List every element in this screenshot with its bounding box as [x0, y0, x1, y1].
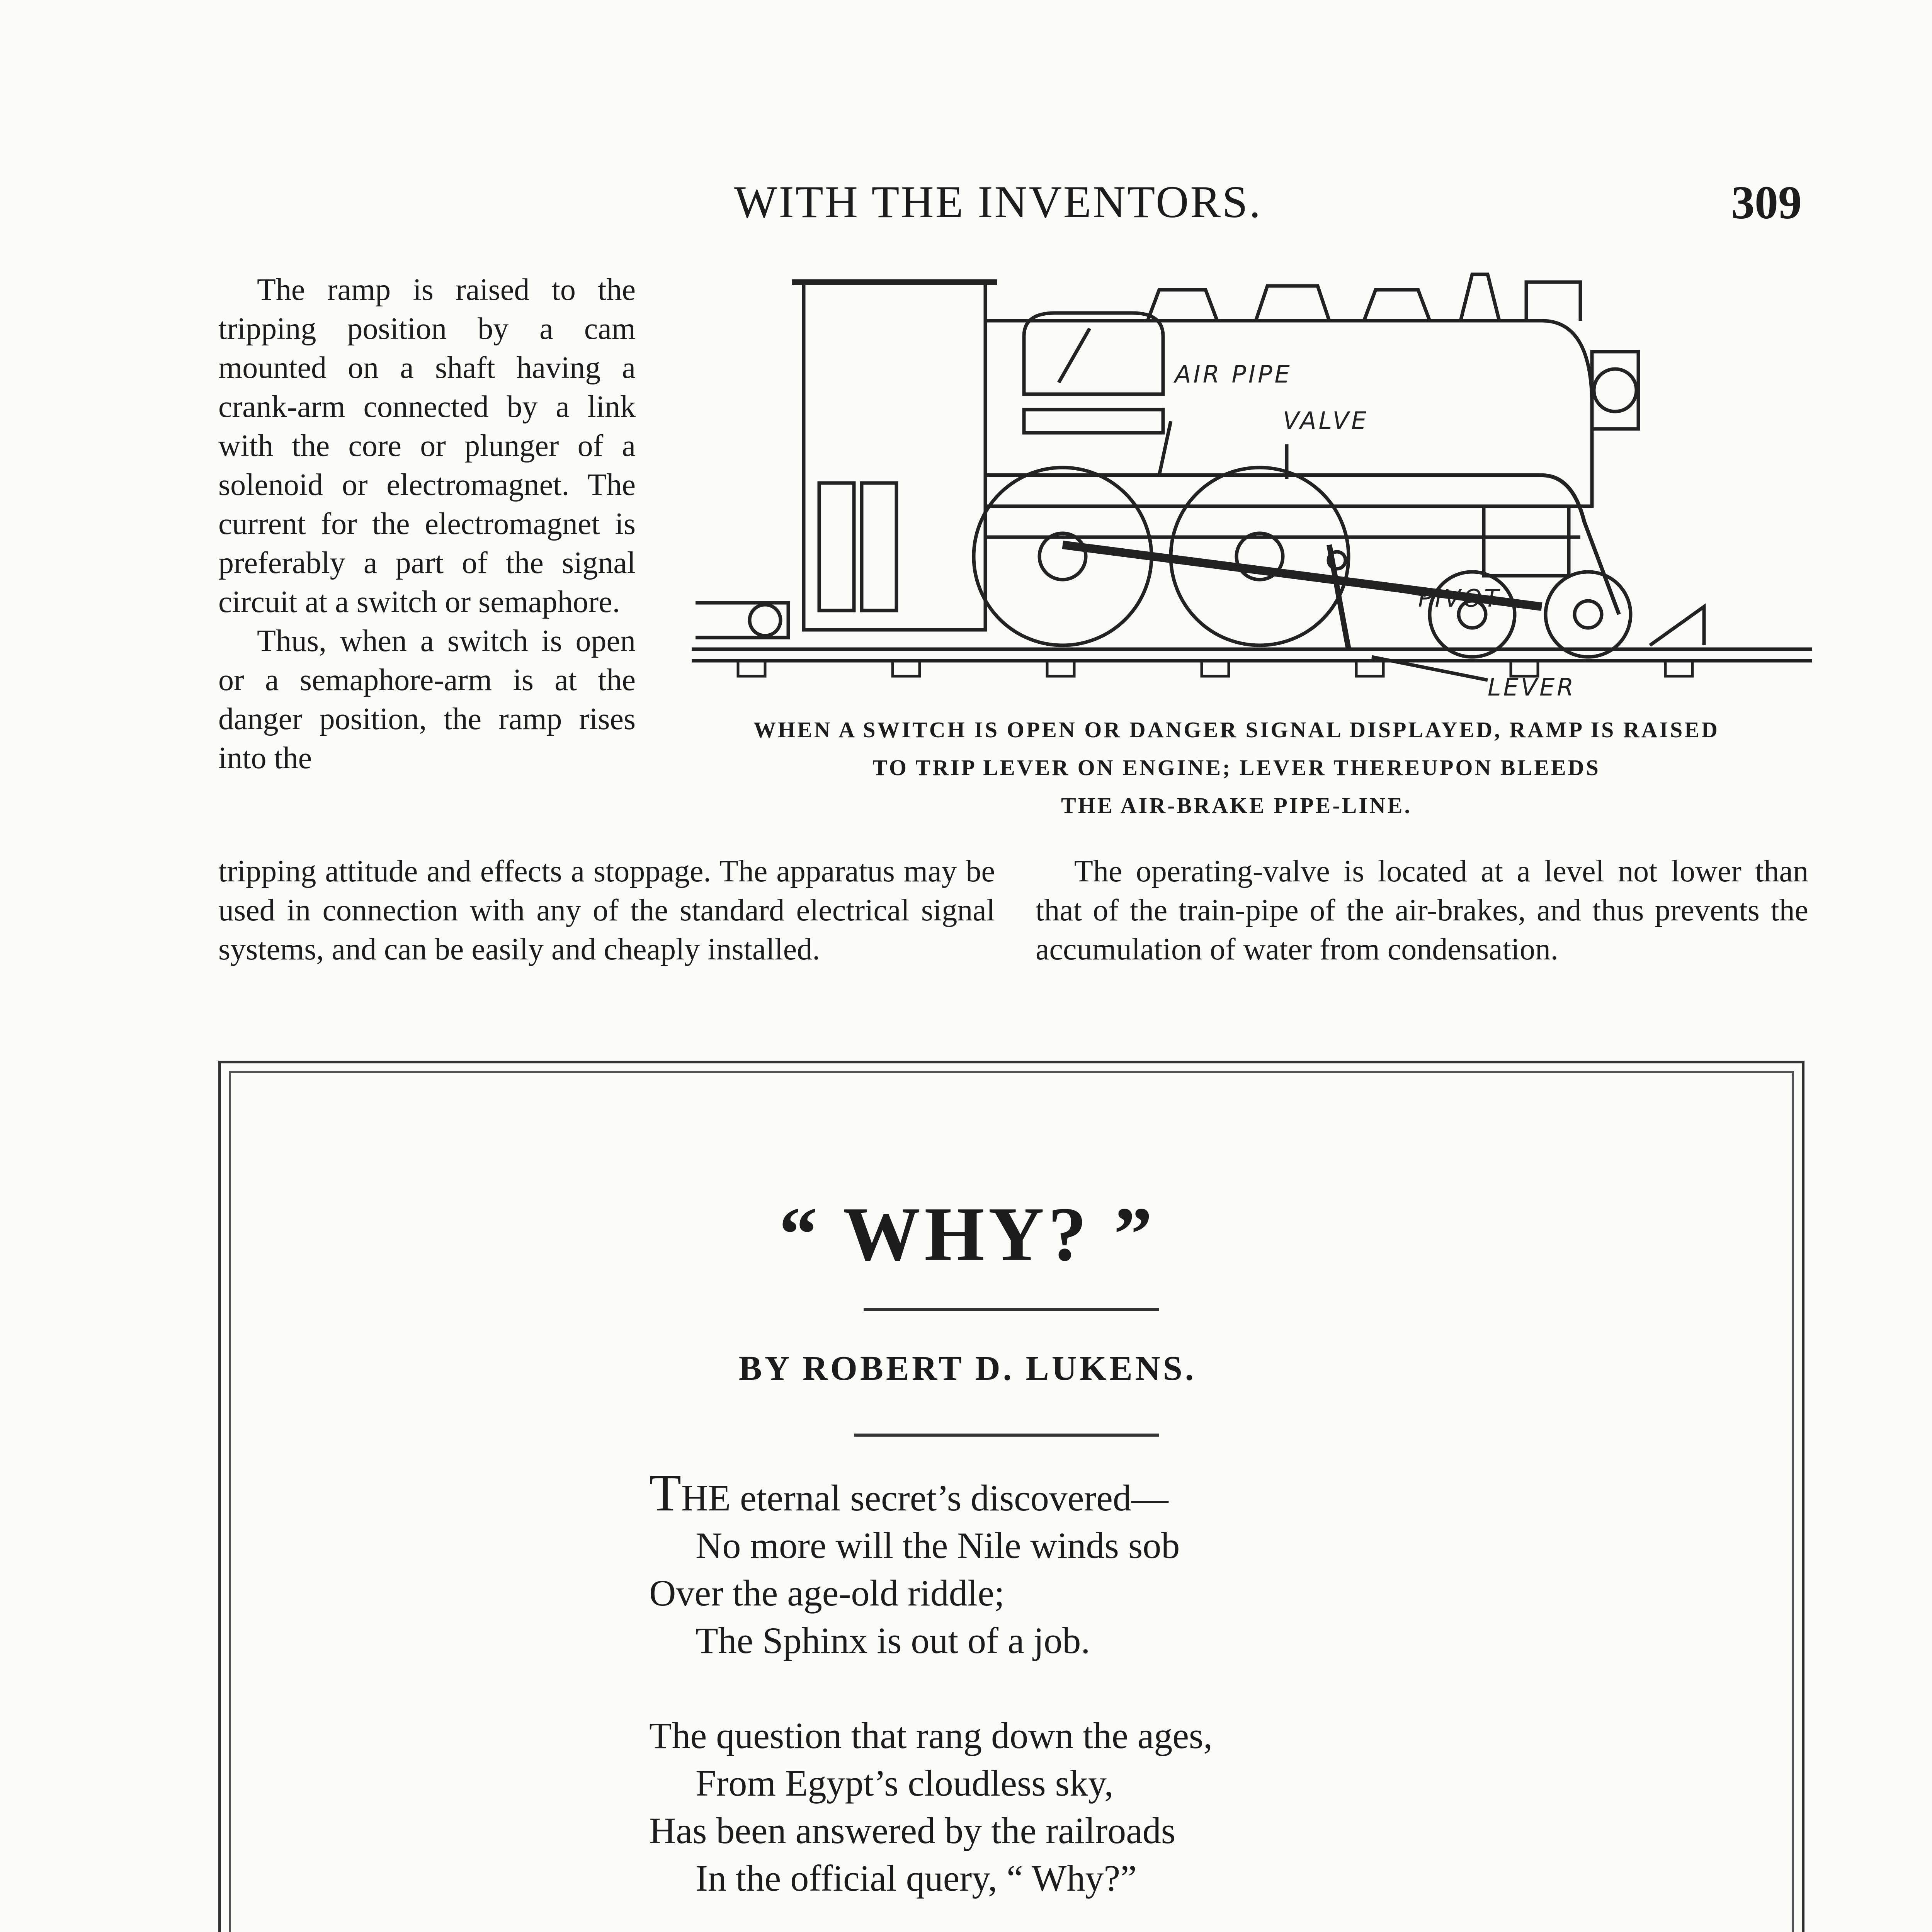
label-valve: VALVE: [1283, 406, 1369, 435]
article-paragraph: tripping attitude and effects a stoppage. The apparatus may be used in connection with any of the standard electrical signal systems, and can be easily and cheaply installed.: [218, 854, 995, 966]
poem-stanza: [649, 1464, 1499, 1664]
caption-line: TO TRIP LEVER ON ENGINE; LEVER THEREUPON BLEEDS: [872, 755, 1600, 780]
cylinder: [1484, 506, 1569, 576]
poem-line: Has been answered by the railroads: [649, 1810, 1176, 1851]
headlight: [1592, 352, 1638, 429]
caption-line: THE AIR-BRAKE PIPE-LINE.: [1061, 793, 1412, 818]
figure-caption: [657, 711, 1816, 825]
caption-line: WHEN A SWITCH IS OPEN OR DANGER SIGNAL DISPLAYED, RAMP IS RAISED: [753, 717, 1719, 742]
page-number: 309: [1731, 177, 1802, 229]
title-rule: [864, 1308, 1159, 1311]
article-continued-right: [1036, 852, 1808, 969]
locomotive-diagram: [692, 267, 1812, 703]
poem-title: “ WHY? ”: [779, 1192, 1156, 1277]
label-air-pipe: AIR PIPE: [1175, 360, 1292, 388]
poem-line: The question that rang down the ages,: [649, 1715, 1213, 1756]
label-pivot: PIVOT: [1418, 584, 1501, 612]
poem-line: No more will the Nile winds sob: [696, 1525, 1180, 1566]
poem-line: Over the age-old riddle;: [649, 1572, 1005, 1614]
steam-dome: [1148, 290, 1217, 321]
poem-body: [649, 1464, 1499, 1932]
locomotive-illustration: [692, 267, 1812, 703]
whistle: [1461, 274, 1499, 321]
poem-stanza: [649, 1712, 1499, 1902]
article-paragraph: Thus, when a switch is open or a semaphore-arm is at the danger position, the ramp rises into the: [218, 624, 636, 775]
label-lever: LEVER: [1488, 673, 1576, 701]
poem-line: From Egypt’s cloudless sky,: [696, 1762, 1114, 1804]
article-paragraph: The ramp is raised to the tripping position by a cam mounted on a shaft having a crank-arm connected by a link with the core or plunger of a solenoid or electromagnet. The current for the electromagnet is preferably a part of the signal circuit at a switch or semaphore.: [218, 273, 636, 619]
running-header: WITH THE INVENTORS.: [734, 177, 1262, 227]
pilot: [1650, 607, 1704, 645]
poem-line: In the official query, “ Why?”: [696, 1857, 1137, 1899]
poem-line-text: HE eternal secret’s discovered—: [681, 1477, 1168, 1519]
poem-author: BY ROBERT D. LUKENS.: [738, 1349, 1197, 1388]
cab: [804, 282, 985, 630]
author-rule: [854, 1434, 1159, 1437]
poem-line: [649, 1464, 1499, 1522]
cab-window: [1024, 313, 1163, 394]
poem-line: The Sphinx is out of a job.: [696, 1620, 1090, 1661]
smokestack: [1526, 282, 1580, 321]
article-continued-left: [218, 852, 995, 969]
driving-wheel: [1171, 468, 1349, 645]
article-intro-column: [218, 270, 636, 778]
drop-cap: T: [649, 1464, 682, 1522]
article-paragraph: The operating-valve is located at a level not lower than that of the train-pipe of the air-brakes, and thus prevents the accumulation of water from condensation.: [1036, 854, 1808, 966]
